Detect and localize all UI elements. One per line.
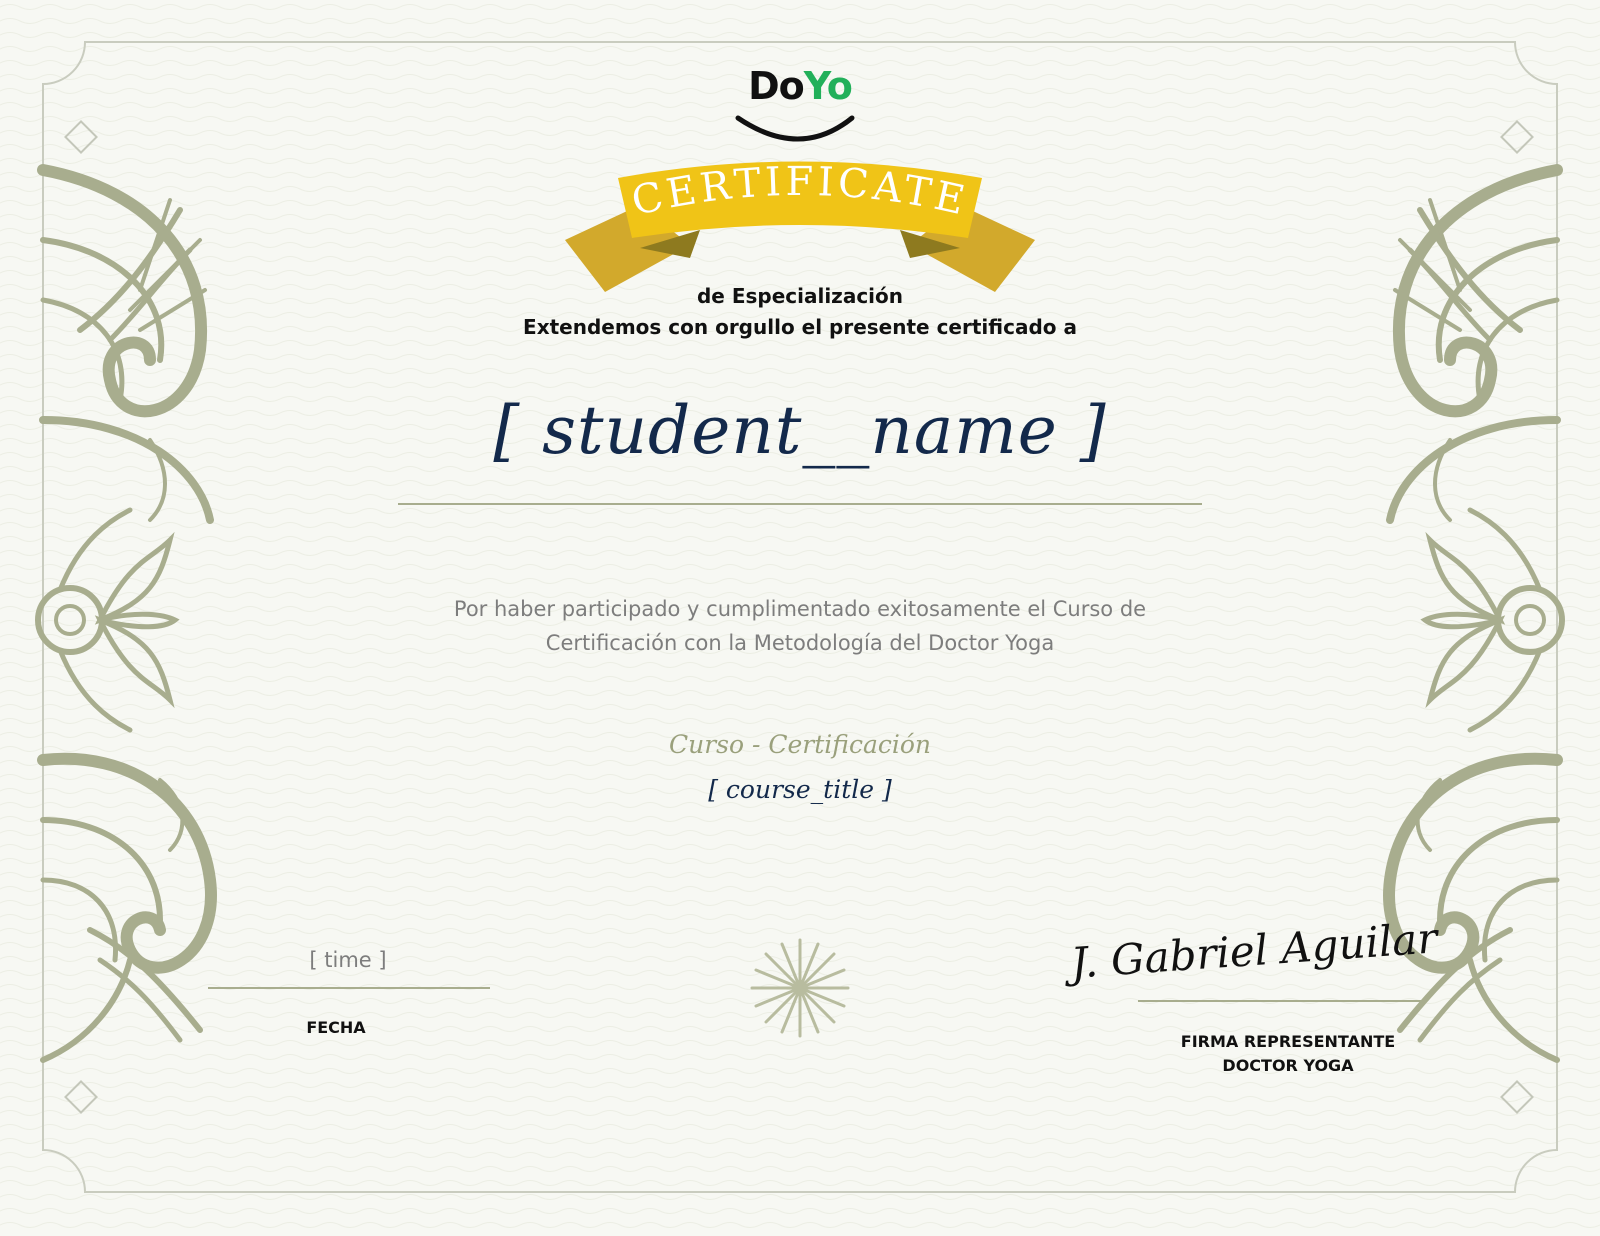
- signature-label-line-1: FIRMA REPRESENTANTE: [1180, 1032, 1396, 1051]
- date-value: [ time ]: [309, 948, 387, 972]
- certificate-intro: Extendemos con orgullo el presente certificado a: [523, 315, 1077, 339]
- description-line-2: Certificación con la Metodología del Doctor Yoga: [545, 631, 1055, 655]
- course-title: [ course_title ]: [708, 775, 892, 804]
- certificate-subtitle: de Especialización: [696, 284, 904, 308]
- course-label: Curso - Certificación: [668, 730, 932, 759]
- signature: J. Gabriel Aguilar: [1069, 913, 1439, 988]
- logo: [700, 60, 900, 150]
- signature-underline: [1138, 1000, 1422, 1002]
- certificate-description: [420, 592, 1180, 660]
- logo-wordmark: DoYo: [748, 64, 852, 108]
- date-underline: [208, 987, 490, 989]
- description-line-1: Por haber participado y cumplimentado exitosamente el Curso de: [453, 597, 1147, 621]
- certificate-banner-text: CERTIFICATE: [627, 158, 973, 226]
- date-label: FECHA: [306, 1018, 366, 1037]
- starburst-icon: [752, 940, 848, 1036]
- signature-label-line-2: DOCTOR YOGA: [1222, 1056, 1354, 1075]
- signature-label: [1138, 1030, 1438, 1078]
- student-name: [ student__name ]: [493, 392, 1107, 469]
- name-underline: [398, 503, 1202, 505]
